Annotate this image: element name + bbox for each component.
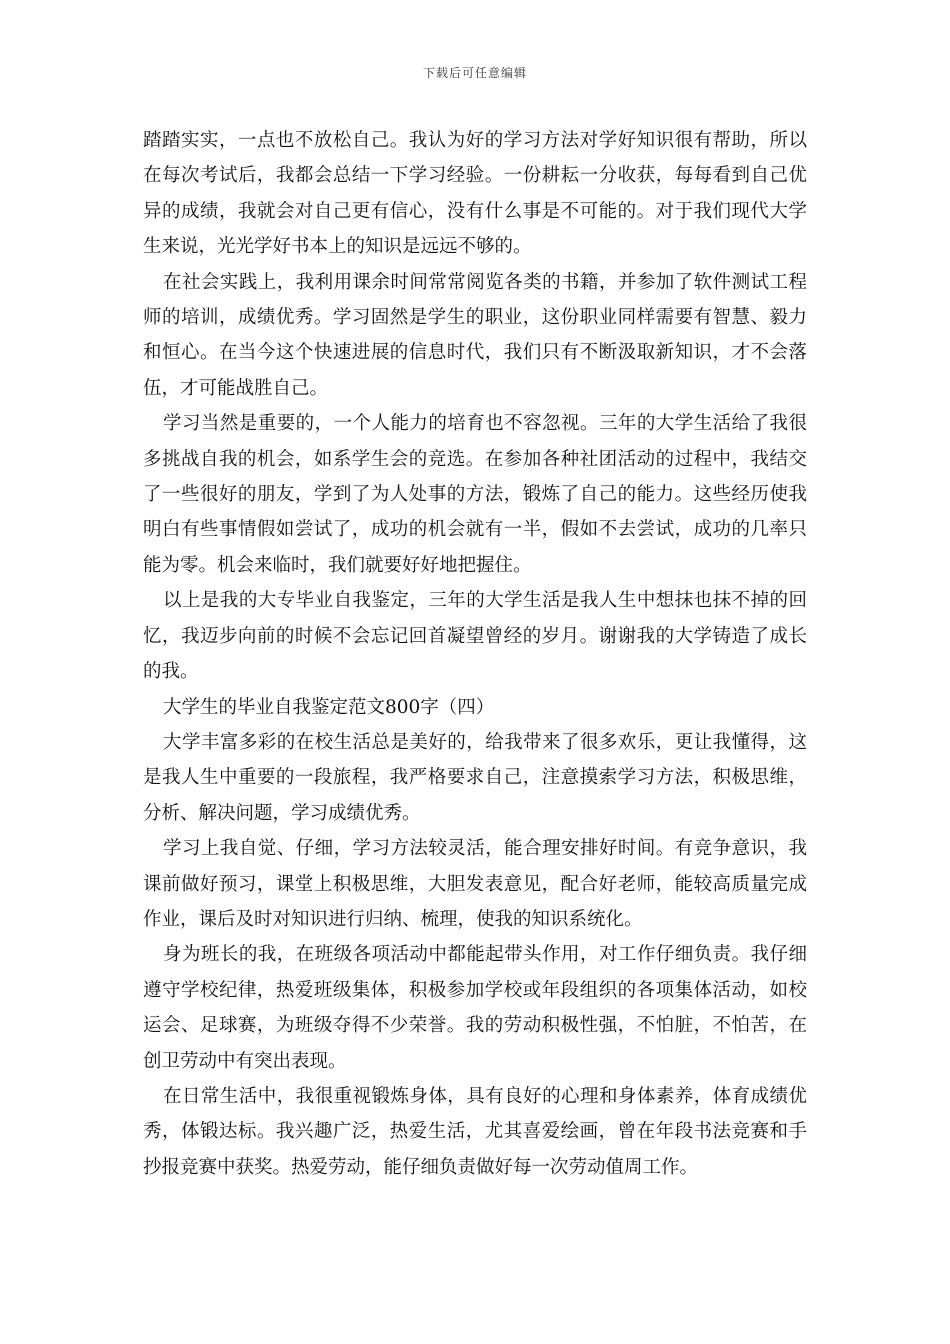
paragraph-4: 以上是我的大专毕业自我鉴定，三年的大学生活是我人生中想抹也抹不掉的回忆，我迈步向前的时候不会忘记回首凝望曾经的岁月。谢谢我的大学铸造了成长的我。 bbox=[143, 590, 807, 683]
paragraph-8: 在日常生活中，我很重视锻炼身体，具有良好的心理和身体素养，体育成绩优秀，体锻达标。我兴趣广泛，热爱生活，尤其喜爱绘画，曾在年段书法竞赛和手抄报竞赛中获奖。热爱劳动，能仔细负责做好每一次劳动值周工作。 bbox=[143, 1085, 807, 1178]
paragraph-7: 身为班长的我，在班级各项活动中都能起带头作用，对工作仔细负责。我仔细遵守学校纪律，热爱班级集体，积极参加学校或年段组织的各项集体活动，如校运会、足球赛，为班级夺得不少荣誉。我的劳动积极性强，不怕脏，不怕苦，在创卫劳动中有突出表现。 bbox=[143, 944, 807, 1072]
paragraph-6: 学习上我自觉、仔细，学习方法较灵活，能合理安排好时间。有竞争意识，我课前做好预习，课堂上积极思维，大胆发表意见，配合好老师，能较高质量完成作业，课后及时对知识进行归纳、梳理，使我的知识系统化。 bbox=[143, 838, 807, 930]
paragraph-1: 踏踏实实，一点也不放松自己。我认为好的学习方法对学好知识很有帮助，所以在每次考试后，我都会总结一下学习经验。一份耕耘一分收获，每每看到自己优异的成绩，我就会对自己更有信心，没有什么事是不可能的。对于我们现代大学生来说，光光学好书本上的知识是远远不够的。 bbox=[143, 130, 807, 258]
paragraph-2: 在社会实践上，我利用课余时间常常阅览各类的书籍，并参加了软件测试工程师的培训，成绩优秀。学习固然是学生的职业，这份职业同样需要有智慧、毅力和恒心。在当今这个快速进展的信息时代，我们只有不断汲取新知识，才不会落伍，才可能战胜自己。 bbox=[143, 271, 807, 399]
page-header: 下载后可任意编辑 bbox=[422, 66, 527, 80]
paragraph-3: 学习当然是重要的，一个人能力的培育也不容忽视。三年的大学生活给了我很多挑战自我的机会，如系学生会的竞选。在参加各种社团活动的过程中，我结交了一些很好的朋友，学到了为人处事的方法，锻炼了自己的能力。这些经历使我明白有些事情假如尝试了，成功的机会就有一半，假如不去尝试，成功的几率只能为零。机会来临时，我们就要好好地把握住。 bbox=[143, 413, 807, 576]
section-heading: 大学生的毕业自我鉴定范文800字（四） bbox=[163, 696, 495, 718]
paragraph-5: 大学丰富多彩的在校生活总是美好的，给我带来了很多欢乐，更让我懂得，这是我人生中重要的一段旅程，我严格要求自己，注意摸索学习方法，积极思维，分析、解决问题，学习成绩优秀。 bbox=[143, 731, 807, 824]
document-body bbox=[143, 123, 807, 1185]
